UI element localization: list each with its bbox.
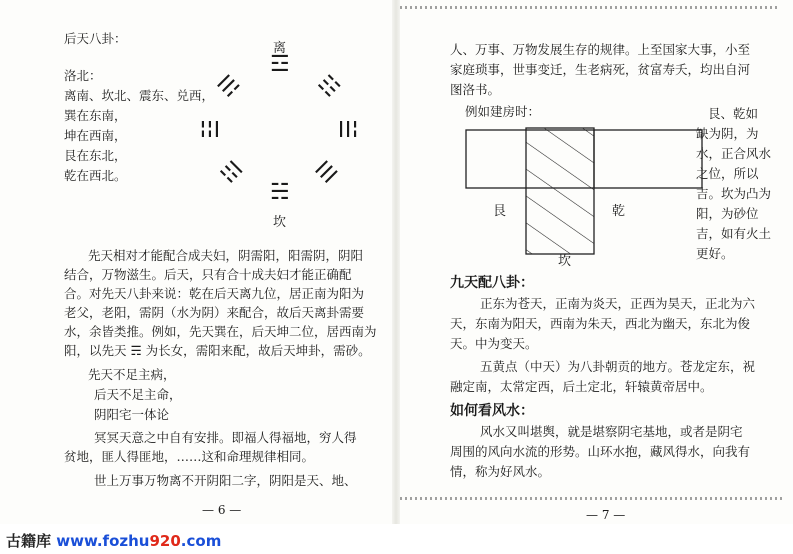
position-line: 巽在东南， — [64, 108, 127, 123]
nine-heavens-line: 天，东南为阳天，西南为朱天，西北为幽天，东北为俊 — [450, 316, 751, 331]
position-line: 艮在东北， — [64, 148, 127, 163]
scan-noise — [400, 6, 780, 9]
verse-line: 先天不足主病， — [88, 367, 176, 382]
left-page-number: — 6 — — [202, 503, 242, 517]
huangdian-line: 融定南，太常定西，后土定北，轩辕黄帝居中。 — [450, 379, 713, 394]
right-page — [400, 0, 793, 524]
nine-heavens-line: 天。中为变天。 — [450, 336, 538, 351]
trigram-xun-icon: ☴ — [213, 70, 246, 103]
side-note-line: 吉。坎为凸为 — [696, 186, 772, 201]
side-note-line: 水，正合风水 — [696, 146, 772, 161]
diagram-label-kan: 坎 — [558, 254, 572, 269]
para1-line: 合。对先天八卦来说：乾在后天离九位，居正南为阳为 — [64, 286, 365, 301]
luobei-label: 洛北： — [64, 68, 102, 83]
trigram-qian-icon: ☰ — [311, 156, 344, 189]
trigram-li-icon: ☲ — [270, 52, 290, 77]
side-note-line: 更好。 — [696, 246, 734, 261]
example-label: 例如建房时： — [465, 104, 541, 119]
trigram-zhen-icon: ☳ — [198, 119, 224, 139]
fengshui-line: 情，称为好风水。 — [450, 464, 551, 479]
left-title: 后天八卦： — [64, 31, 127, 46]
site-url-suffix: .com — [180, 532, 222, 550]
trigram-gen-icon: ☶ — [214, 156, 247, 189]
right-page-number: — 7 — — [586, 508, 626, 522]
para2-line: 冥冥天意之中自有安排。即福人得福地，穷人得 — [94, 430, 357, 445]
para3-line: 世上万事万物离不开阴阳二字，阴阳是天、地、 — [94, 473, 357, 488]
position-line: 离南、坎北、震东、兑西， — [64, 88, 215, 103]
trigram-li-label: 离 — [273, 41, 287, 56]
para1-line: 阳，以先天 ☴ 为长女，需阳来配，故后天坤卦，需砂。 — [64, 343, 371, 358]
left-page — [0, 0, 392, 524]
scan-noise — [400, 497, 785, 500]
house-layout-diagram — [464, 126, 706, 258]
para-top-line: 图洛书。 — [450, 82, 501, 97]
para-top-line: 家庭琐事，世事变迁，生老病死，贫富寿夭，均出自河 — [450, 62, 751, 77]
fengshui-line: 周围的风向水流的形势。山环水抱，藏风得水，向我有 — [450, 444, 751, 459]
para1-line: 先天相对才能配合成夫妇，阴需阳，阳需阴，阴阳 — [88, 248, 364, 263]
side-note-line: 吉，如有火土 — [696, 226, 772, 241]
para1-line: 老父，老阳，需阴（水为阴）来配合，故后天离卦需要 — [64, 305, 365, 320]
footer-bar — [0, 524, 793, 554]
huangdian-line: 五黄点（中天）为八卦朝贡的地方。苍龙定东，祝 — [480, 359, 756, 374]
para-top-line: 人、万事、万物发展生存的规律。上至国家大事，小至 — [450, 42, 751, 57]
trigram-dui-icon: ☱ — [333, 119, 359, 139]
heading-nine-heavens: 九天配八卦： — [450, 275, 534, 291]
book-gutter — [392, 0, 400, 524]
trigram-kan-label: 坎 — [273, 215, 287, 230]
para1-line: 水，余皆类推。例如，先天巽在，后天坤二位，居西南为 — [64, 324, 377, 339]
side-note-line: 阳，为砂位 — [696, 206, 759, 221]
site-name: 古籍库 — [6, 532, 52, 550]
side-note-line: 缺为阴，为 — [696, 126, 759, 141]
diagram-label-gen: 艮 — [493, 204, 507, 219]
para2-line: 贫地，匪人得匪地，……这和命理规律相同。 — [64, 449, 315, 464]
site-url-number: 920 — [149, 532, 181, 550]
trigram-kan-icon: ☵ — [270, 180, 290, 205]
side-note-line: 艮、乾如 — [708, 106, 759, 121]
trigram-kun-icon: ☷ — [312, 70, 345, 103]
diagram-hatched-core — [526, 128, 594, 254]
position-line: 坤在西南， — [64, 128, 127, 143]
side-note-line: 之位，所以 — [696, 166, 759, 181]
fengshui-line: 风水又叫堪舆，就是堪察阴宅基地，或者是阴宅 — [480, 424, 743, 439]
para1-line: 结合，万物滋生。后天，只有合十成夫妇才能正确配 — [64, 267, 352, 282]
nine-heavens-line: 正东为苍天，正南为炎天，正西为昊天，正北为六 — [480, 296, 756, 311]
site-url-prefix: www.fozhu — [56, 532, 150, 550]
verse-line: 后天不足主命， — [94, 387, 182, 402]
site-logo[interactable] — [6, 530, 221, 551]
heading-fengshui: 如何看风水： — [450, 403, 534, 419]
position-line: 乾在西北。 — [64, 168, 127, 183]
verse-line: 阴阳宅一体论 — [94, 407, 170, 422]
diagram-label-qian: 乾 — [612, 204, 626, 219]
